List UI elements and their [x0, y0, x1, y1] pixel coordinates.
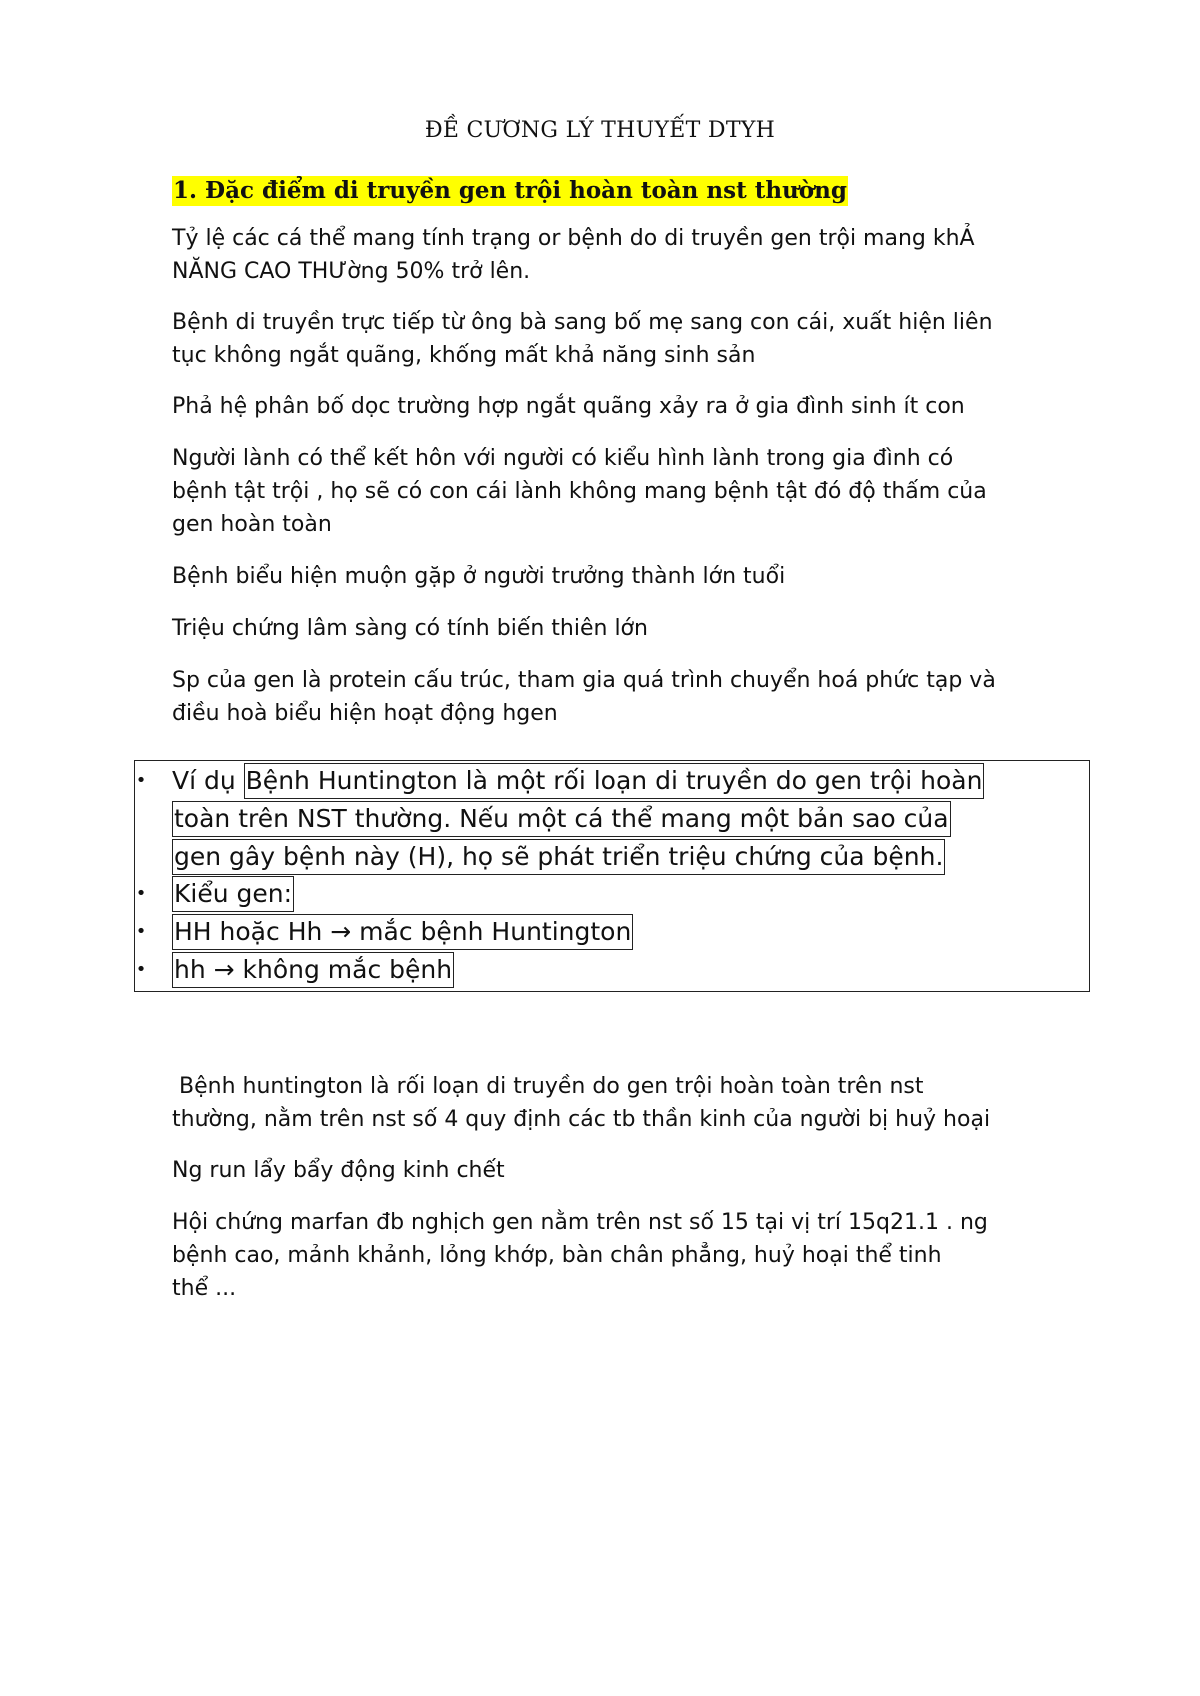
paragraph-line: thường, nằm trên nst số 4 quy định các tb thần kinh của người bị huỷ hoại — [172, 1107, 991, 1132]
paragraph-clinical-variation — [172, 612, 1112, 645]
paragraph-line: gen hoàn toàn — [172, 512, 332, 537]
example-text-line: Bệnh Huntington là một rối loạn di truyền do gen trội hoàn — [244, 763, 985, 799]
paragraph-line: Người lành có thể kết hôn với người có kiểu hình lành trong gia đình có — [172, 446, 954, 471]
paragraph-line: Ng run lẩy bẩy động kinh chết — [172, 1158, 505, 1183]
paragraph-line: Bệnh biểu hiện muộn gặp ở người trưởng thành lớn tuổi — [172, 564, 786, 589]
paragraph-dominance-ratio — [172, 222, 1112, 288]
paragraph-line: Phả hệ phân bố dọc trường hợp ngắt quãng xảy ra ở gia đình sinh ít con — [172, 394, 965, 419]
bullet-icon: • — [135, 959, 147, 980]
paragraph-line: Hội chứng marfan đb nghịch gen nằm trên nst số 15 tại vị trí 15q21.1 . ng — [172, 1210, 988, 1235]
bullet-icon: • — [135, 921, 147, 942]
genotype-affected-line — [172, 914, 633, 950]
genotype-label-line — [172, 876, 294, 912]
paragraph-late-onset — [172, 560, 1112, 593]
paragraph-healthy-carrier — [172, 442, 1112, 541]
example-text-line: gen gây bệnh này (H), họ sẽ phát triển triệu chứng của bệnh. — [172, 839, 945, 875]
section-heading: 1. Đặc điểm di truyền gen trội hoàn toàn nst thường — [173, 177, 847, 204]
genotype-affected: HH hoặc Hh → mắc bệnh Huntington — [172, 914, 633, 950]
paragraph-symptoms — [172, 1154, 1112, 1187]
document-title: ĐỀ CƯƠNG LÝ THUYẾT DTYH — [424, 118, 776, 143]
bullet-icon: • — [135, 883, 147, 904]
example-line-3 — [172, 839, 945, 875]
example-line-2 — [172, 801, 951, 837]
genotype-unaffected: hh → không mắc bệnh — [172, 952, 454, 988]
paragraph-line: Bệnh huntington là rối loạn di truyền do gen trội hoàn toàn trên nst — [172, 1074, 924, 1099]
paragraph-line: Tỷ lệ các cá thể mang tính trạng or bệnh do di truyền gen trội mang khẢ — [172, 226, 975, 251]
paragraph-line: Bệnh di truyền trực tiếp từ ông bà sang bố mẹ sang con cái, xuất hiện liên — [172, 310, 993, 335]
example-text-line: toàn trên NST thường. Nếu một cá thể mang một bản sao của — [172, 801, 951, 837]
example-prefix: Ví dụ — [172, 766, 244, 795]
paragraph-line: điều hoà biểu hiện hoạt động hgen — [172, 701, 558, 726]
paragraph-pedigree — [172, 390, 1112, 423]
paragraph-line: bệnh tật trội , họ sẽ có con cái lành không mang bệnh tật đó độ thấm của — [172, 479, 987, 504]
paragraph-marfan — [172, 1206, 1112, 1305]
paragraph-direct-inheritance — [172, 306, 1112, 372]
paragraph-line: Sp của gen là protein cấu trúc, tham gia quá trình chuyển hoá phức tạp và — [172, 668, 996, 693]
paragraph-line: NĂNG CAO THƯờng 50% trở lên. — [172, 259, 531, 284]
bullet-icon: • — [135, 770, 147, 791]
paragraph-gene-product — [172, 664, 1112, 730]
paragraph-line: tục không ngắt quãng, khống mất khả năng sinh sản — [172, 343, 756, 368]
paragraph-line: thể ... — [172, 1276, 237, 1301]
paragraph-line: Triệu chứng lâm sàng có tính biến thiên lớn — [172, 616, 648, 641]
paragraph-huntington-description — [172, 1070, 1112, 1136]
paragraph-line: bệnh cao, mảnh khảnh, lỏng khớp, bàn chân phẳng, huỷ hoại thể tinh — [172, 1243, 942, 1268]
genotype-unaffected-line — [172, 952, 454, 988]
example-line-1 — [172, 763, 984, 799]
genotype-label: Kiểu gen: — [172, 876, 294, 912]
